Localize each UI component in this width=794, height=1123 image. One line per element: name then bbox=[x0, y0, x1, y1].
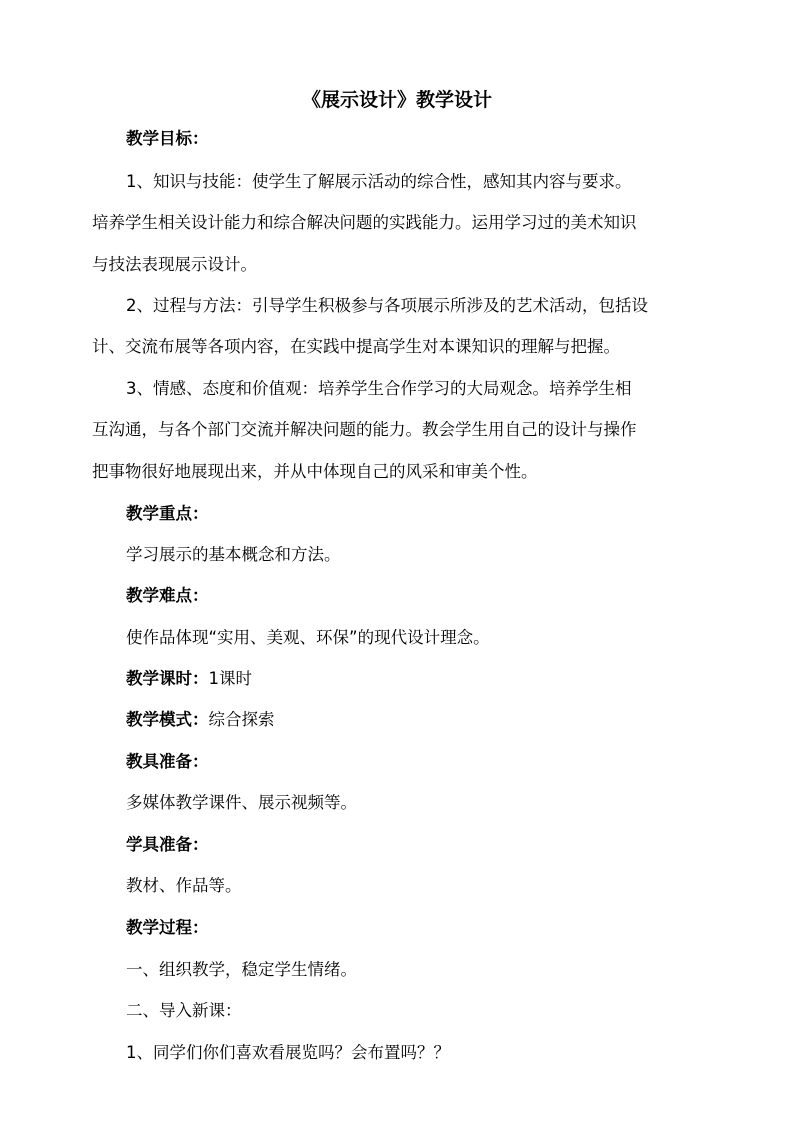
teaching-hours-row bbox=[126, 667, 716, 691]
student-prep-heading: 学具准备： bbox=[126, 835, 209, 854]
objective3-line3: 把事物很好地展现出来，并从中体现自己的风采和审美个性。 bbox=[92, 462, 538, 481]
teaching-mode-value: 综合探索 bbox=[208, 710, 275, 729]
teaching-mode-row bbox=[126, 708, 716, 732]
teaching-hours-value: 1课时 bbox=[208, 669, 252, 688]
student-prep-text: 教材、作品等。 bbox=[126, 876, 242, 895]
process-heading: 教学过程： bbox=[126, 918, 209, 937]
objectives-heading: 教学目标： bbox=[126, 129, 209, 148]
difficulties-text: 使作品体现“实用、美观、环保”的现代设计理念。 bbox=[126, 628, 490, 647]
difficulties-heading: 教学难点： bbox=[126, 586, 209, 605]
objective1-line1: 1、知识与技能：使学生了解展示活动的综合性，感知其内容与要求。 bbox=[126, 172, 632, 191]
objective3-line2: 互沟通，与各个部门交流并解决问题的能力。教会学生用自己的设计与操作 bbox=[92, 420, 637, 439]
teacher-prep-text: 多媒体教学课件、展示视频等。 bbox=[126, 793, 357, 812]
process-step2: 二、导入新课： bbox=[126, 1001, 242, 1020]
objective1-line3: 与技法表现展示设计。 bbox=[92, 255, 257, 274]
process-step2-item1: 1、同学们你们喜欢看展览吗？会布置吗？？ bbox=[126, 1043, 450, 1062]
objective1-line2: 培养学生相关设计能力和综合解决问题的实践能力。运用学习过的美术知识 bbox=[92, 213, 637, 232]
teaching-mode-label: 教学模式： bbox=[126, 710, 209, 729]
teaching-hours-label: 教学课时： bbox=[126, 669, 209, 688]
teacher-prep-heading: 教具准备： bbox=[126, 752, 209, 771]
objective2-line1: 2、过程与方法：引导学生积极参与各项展示所涉及的艺术活动，包括设 bbox=[126, 296, 648, 315]
key-points-text: 学习展示的基本概念和方法。 bbox=[126, 545, 341, 564]
process-step1: 一、组织教学，稳定学生情绪。 bbox=[126, 960, 357, 979]
objective2-line2: 计、交流布展等各项内容，在实践中提高学生对本课知识的理解与把握。 bbox=[92, 337, 620, 356]
key-points-heading: 教学重点： bbox=[126, 504, 209, 523]
document-title: 《展示设计》教学设计 bbox=[301, 89, 492, 111]
objective3-line1: 3、情感、态度和价值观：培养学生合作学习的大局观念。培养学生相 bbox=[126, 379, 632, 398]
